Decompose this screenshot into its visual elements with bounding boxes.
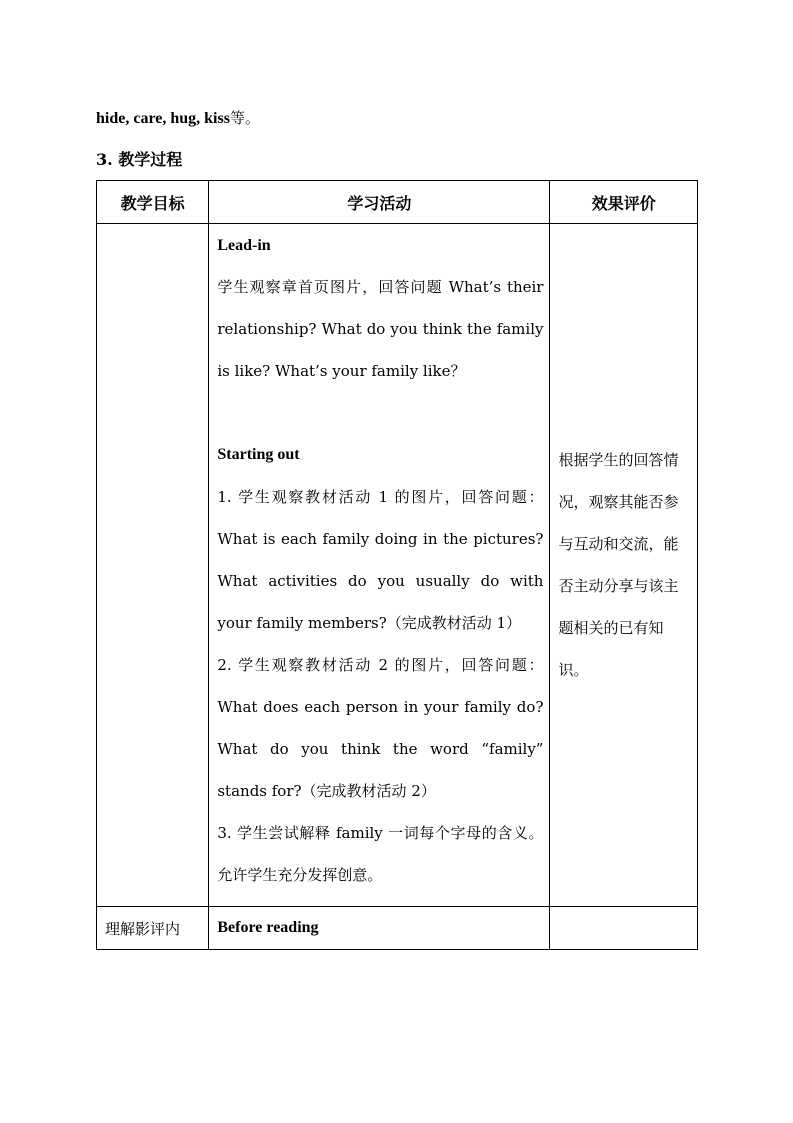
vocabulary-suffix: 等。	[229, 109, 260, 127]
intro-line	[96, 106, 260, 131]
activity-cell	[209, 224, 550, 907]
teaching-process-table	[96, 180, 698, 950]
step-2: 2. 学生观察教材活动 2 的图片，回答问题：What does each person in your family do? What do you think the word “family” stands for?（完成教材活动 2）	[217, 656, 544, 800]
lead-in-title: Lead-in	[217, 237, 271, 254]
table-row	[97, 224, 698, 907]
evaluation-cell	[550, 907, 698, 950]
goal-cell	[97, 224, 209, 907]
table-header-row	[97, 181, 698, 224]
step-3: 3. 学生尝试解释 family 一词每个字母的含义。允许学生充分发挥创意。	[217, 824, 544, 884]
header-goal: 教学目标	[97, 181, 209, 224]
step-1: 1. 学生观察教材活动 1 的图片，回答问题： What is each family doing in the pictures? What activities do you usually do with your family members?（完成教材活动 1）	[217, 488, 544, 632]
header-evaluation: 效果评价	[550, 181, 698, 224]
section-title: 3. 教学过程	[96, 150, 183, 169]
vocabulary-words: hide, care, hug, kiss	[96, 110, 230, 127]
activity-cell: Before reading	[209, 907, 550, 950]
spacer	[217, 392, 543, 434]
goal-cell: 理解影评内	[97, 907, 209, 950]
lead-in-text: 学生观察章首页图片，回答问题 What’s their relationship? What do you think the family is like? What’s your family like？	[217, 278, 544, 380]
table-row	[97, 907, 698, 950]
starting-out-title: Starting out	[217, 446, 300, 463]
header-activity: 学习活动	[209, 181, 550, 224]
evaluation-cell: 根据学生的回答情况，观察其能否参与互动和交流，能否主动分享与该主题相关的已有知识。	[550, 224, 698, 907]
